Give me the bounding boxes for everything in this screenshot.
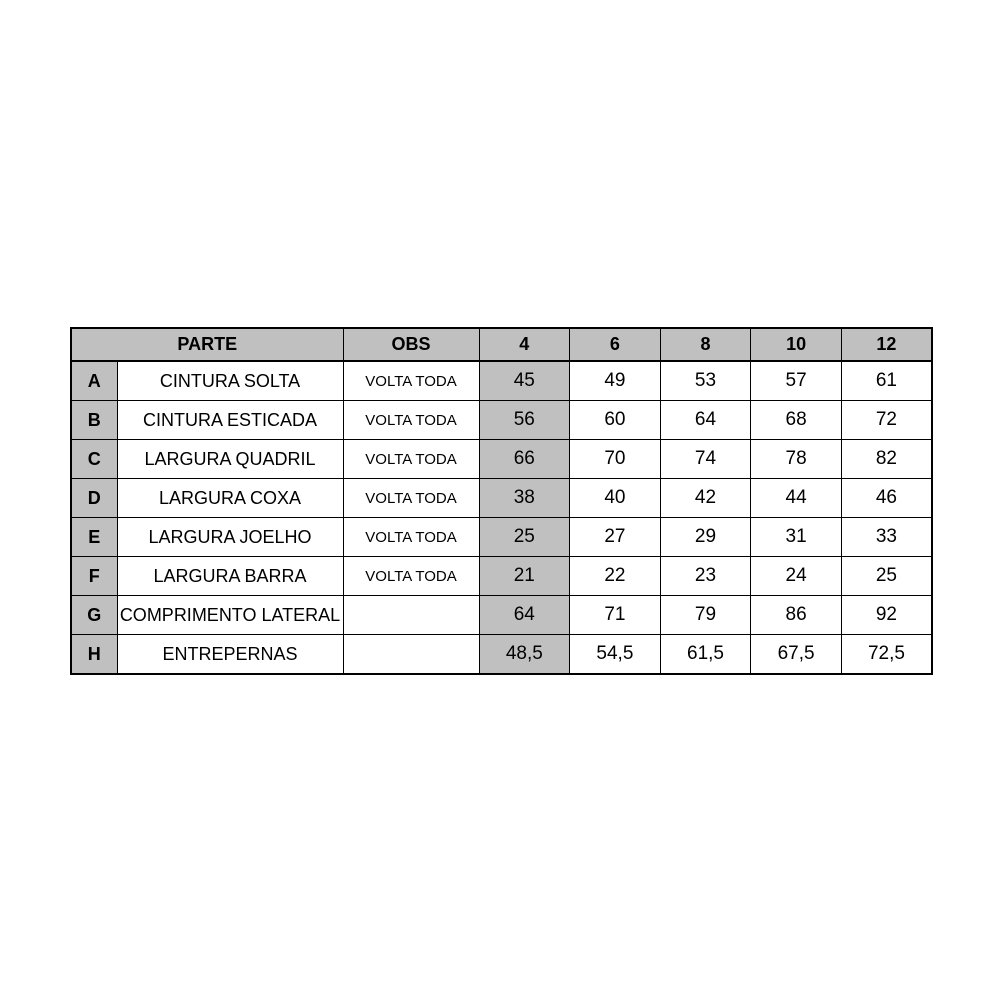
row-part: LARGURA COXA: [117, 479, 343, 518]
row-letter: D: [71, 479, 117, 518]
row-letter: A: [71, 361, 117, 401]
table-row: [71, 361, 932, 401]
row-value: 70: [570, 440, 661, 479]
header-size-4: 4: [479, 328, 570, 361]
row-value: 56: [479, 401, 570, 440]
row-value: 44: [751, 479, 842, 518]
table-row: [71, 440, 932, 479]
table-body: [71, 361, 932, 674]
row-obs: [343, 596, 479, 635]
row-value: 38: [479, 479, 570, 518]
row-part: LARGURA BARRA: [117, 557, 343, 596]
row-obs: [343, 635, 479, 675]
row-value: 48,5: [479, 635, 570, 675]
row-letter: H: [71, 635, 117, 675]
header-size-8: 8: [660, 328, 751, 361]
row-value: 86: [751, 596, 842, 635]
row-value: 54,5: [570, 635, 661, 675]
row-obs: VOLTA TODA: [343, 440, 479, 479]
row-part: COMPRIMENTO LATERAL: [117, 596, 343, 635]
table-header: [71, 328, 932, 361]
row-obs: VOLTA TODA: [343, 557, 479, 596]
row-letter: B: [71, 401, 117, 440]
row-part: LARGURA QUADRIL: [117, 440, 343, 479]
row-value: 23: [660, 557, 751, 596]
row-value: 64: [479, 596, 570, 635]
header-part: PARTE: [71, 328, 343, 361]
row-value: 29: [660, 518, 751, 557]
row-value: 79: [660, 596, 751, 635]
table-row: [71, 596, 932, 635]
table-row: [71, 557, 932, 596]
row-value: 92: [841, 596, 932, 635]
row-value: 67,5: [751, 635, 842, 675]
row-value: 21: [479, 557, 570, 596]
row-obs: VOLTA TODA: [343, 518, 479, 557]
row-value: 72: [841, 401, 932, 440]
size-chart-table: [70, 327, 933, 675]
row-value: 45: [479, 361, 570, 401]
row-value: 74: [660, 440, 751, 479]
row-value: 27: [570, 518, 661, 557]
row-letter: F: [71, 557, 117, 596]
row-part: CINTURA ESTICADA: [117, 401, 343, 440]
header-size-10: 10: [751, 328, 842, 361]
row-value: 33: [841, 518, 932, 557]
row-letter: G: [71, 596, 117, 635]
row-letter: E: [71, 518, 117, 557]
row-value: 66: [479, 440, 570, 479]
row-part: CINTURA SOLTA: [117, 361, 343, 401]
header-row: [71, 328, 932, 361]
row-value: 82: [841, 440, 932, 479]
row-value: 49: [570, 361, 661, 401]
row-value: 46: [841, 479, 932, 518]
header-obs: OBS: [343, 328, 479, 361]
row-letter: C: [71, 440, 117, 479]
row-value: 71: [570, 596, 661, 635]
row-value: 22: [570, 557, 661, 596]
row-value: 60: [570, 401, 661, 440]
table-row: [71, 401, 932, 440]
row-part: ENTREPERNAS: [117, 635, 343, 675]
table-row: [71, 479, 932, 518]
row-value: 64: [660, 401, 751, 440]
row-part: LARGURA JOELHO: [117, 518, 343, 557]
row-obs: VOLTA TODA: [343, 401, 479, 440]
row-value: 31: [751, 518, 842, 557]
row-value: 57: [751, 361, 842, 401]
row-value: 40: [570, 479, 661, 518]
row-value: 42: [660, 479, 751, 518]
row-value: 61,5: [660, 635, 751, 675]
header-size-6: 6: [570, 328, 661, 361]
table-row: [71, 518, 932, 557]
row-obs: VOLTA TODA: [343, 479, 479, 518]
row-obs: VOLTA TODA: [343, 361, 479, 401]
header-size-12: 12: [841, 328, 932, 361]
row-value: 72,5: [841, 635, 932, 675]
row-value: 61: [841, 361, 932, 401]
row-value: 78: [751, 440, 842, 479]
row-value: 25: [841, 557, 932, 596]
row-value: 53: [660, 361, 751, 401]
table-row: [71, 635, 932, 675]
row-value: 68: [751, 401, 842, 440]
row-value: 25: [479, 518, 570, 557]
row-value: 24: [751, 557, 842, 596]
